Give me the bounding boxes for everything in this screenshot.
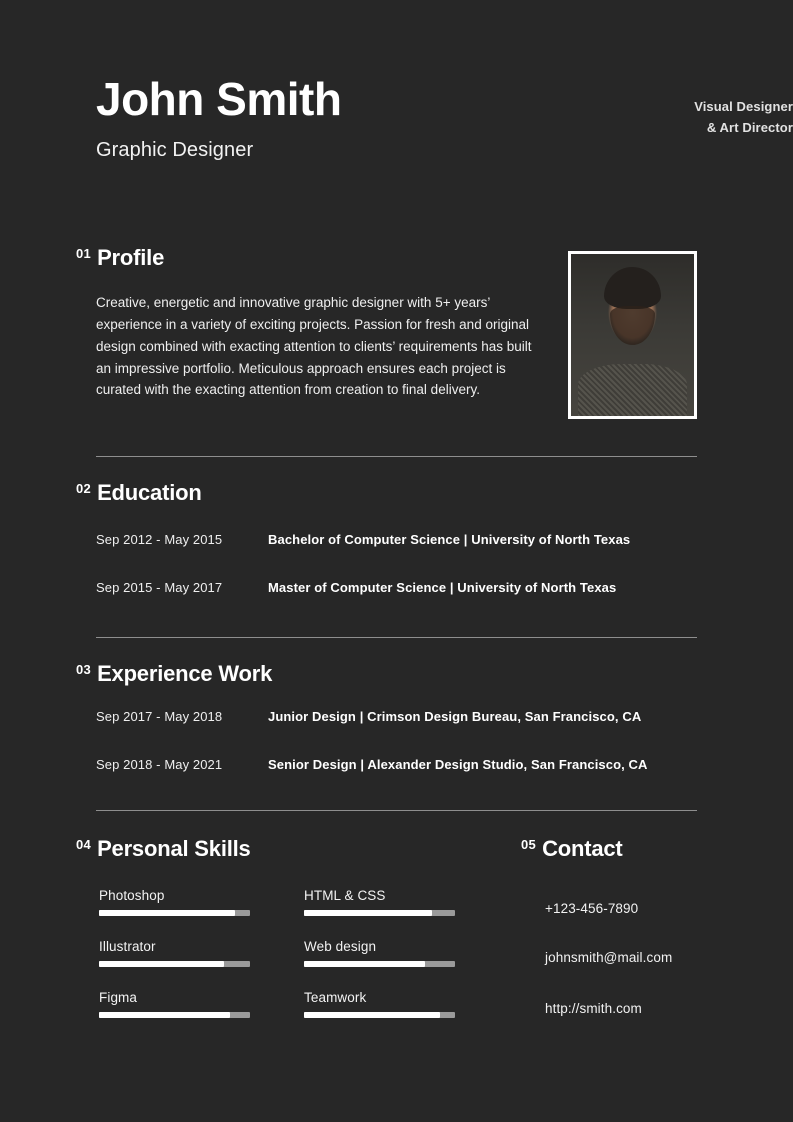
portrait-beard	[610, 306, 654, 345]
education-desc: Master of Computer Science | University of North Texas	[268, 580, 617, 595]
section-number-profile: 01	[76, 246, 92, 261]
list-item	[99, 990, 250, 1018]
skill-bar-track	[99, 961, 250, 967]
section-number-contact: 05	[521, 837, 537, 852]
portrait-photo	[571, 254, 694, 416]
section-title-contact: Contact	[542, 836, 623, 861]
skill-label: Teamwork	[304, 990, 367, 1005]
section-title-skills: Personal Skills	[97, 836, 251, 861]
skill-bar-fill	[99, 1012, 230, 1018]
tagline-line-2: & Art Director	[706, 120, 793, 136]
portrait-shirt	[578, 364, 686, 416]
experience-date: Sep 2017 - May 2018	[96, 709, 223, 724]
section-number-experience: 03	[76, 662, 92, 677]
contact-email[interactable]: johnsmith@mail.com	[545, 950, 673, 965]
skill-bar-fill	[304, 910, 432, 916]
section-number-education: 02	[76, 481, 92, 496]
experience-desc: Senior Design | Alexander Design Studio, San Francisco, CA	[268, 757, 648, 772]
section-heading-skills	[76, 838, 251, 860]
section-number-skills: 04	[76, 837, 92, 852]
tagline-line-1: Visual Designer	[694, 99, 793, 114]
header	[96, 74, 697, 162]
experience-date: Sep 2018 - May 2021	[96, 757, 223, 772]
profile-body-text: Creative, energetic and innovative graphic designer with 5+ years’ experience in a variety of exciting projects. Passion for fresh and original design combined with exacting attention to clients’ requirements has built an impressive portfolio. Meticulous approach ensures each project is curated with the exacting attention from creation to final delivery.	[96, 295, 532, 398]
skill-bar-fill	[304, 961, 425, 967]
skill-bar-track	[304, 1012, 455, 1018]
divider-1	[96, 456, 697, 457]
divider-3	[96, 810, 697, 811]
list-item	[304, 888, 455, 916]
header-tagline	[694, 96, 793, 139]
page-title: John Smith	[96, 73, 342, 125]
education-desc: Bachelor of Computer Science | University of North Texas	[268, 532, 631, 547]
list-item	[304, 990, 455, 1018]
skill-bar-fill	[99, 910, 235, 916]
section-title-education: Education	[97, 480, 202, 505]
skill-label: HTML & CSS	[304, 888, 386, 903]
skill-bar-fill	[304, 1012, 440, 1018]
skill-label: Illustrator	[99, 939, 156, 954]
list-item	[304, 939, 455, 967]
list-item	[99, 939, 250, 967]
portrait-hair	[604, 267, 661, 309]
section-heading-profile	[76, 247, 164, 269]
skill-bar-track	[99, 1012, 250, 1018]
education-date: Sep 2012 - May 2015	[96, 532, 223, 547]
section-heading-contact	[521, 838, 623, 860]
experience-desc: Junior Design | Crimson Design Bureau, San Francisco, CA	[268, 709, 642, 724]
divider-2	[96, 637, 697, 638]
avatar	[568, 251, 697, 419]
job-role: Graphic Designer	[96, 138, 254, 161]
skill-bar-track	[304, 961, 455, 967]
skill-label: Figma	[99, 990, 138, 1005]
contact-phone[interactable]: +123-456-7890	[545, 901, 639, 916]
section-heading-education	[76, 482, 202, 504]
skill-bar-track	[304, 910, 455, 916]
list-item	[99, 888, 250, 916]
skill-bar-track	[99, 910, 250, 916]
section-heading-experience	[76, 663, 272, 685]
skill-label: Photoshop	[99, 888, 165, 903]
skill-bar-fill	[99, 961, 224, 967]
section-title-experience: Experience Work	[97, 661, 273, 686]
education-date: Sep 2015 - May 2017	[96, 580, 223, 595]
section-title-profile: Profile	[97, 245, 165, 270]
contact-website[interactable]: http://smith.com	[545, 1001, 642, 1016]
skill-label: Web design	[304, 939, 377, 954]
